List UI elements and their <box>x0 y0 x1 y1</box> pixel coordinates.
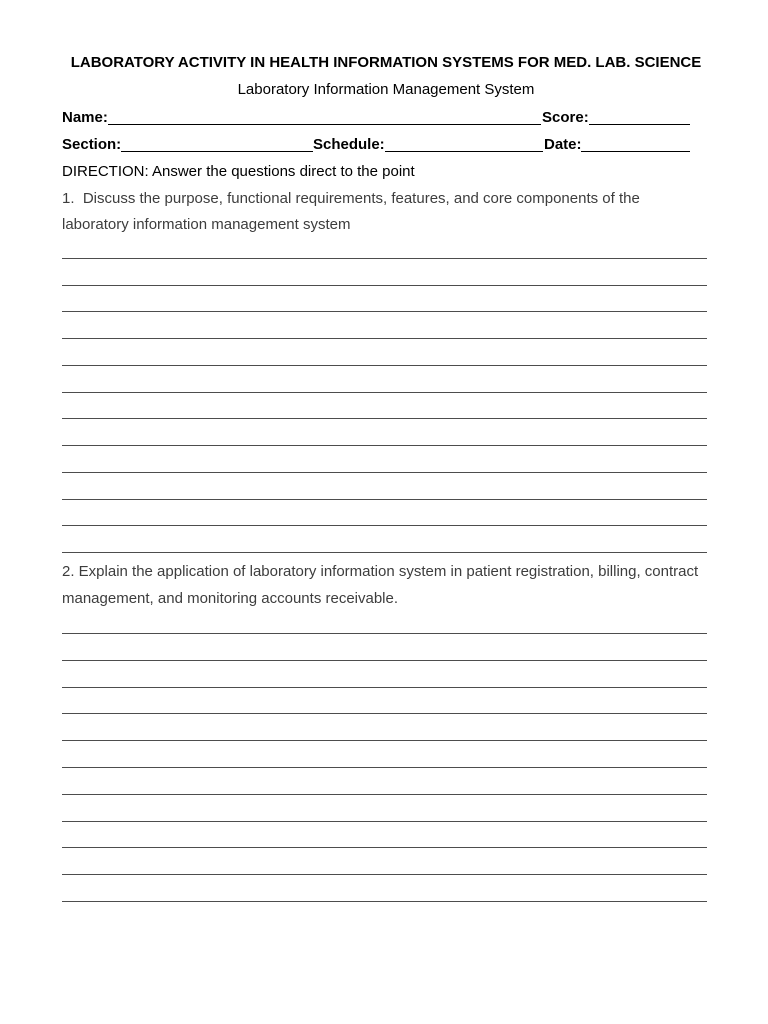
direction-text: DIRECTION: Answer the questions direct to the point <box>62 163 415 180</box>
question-text-line: management, and monitoring accounts receivable. <box>62 590 399 607</box>
document-subtitle: Laboratory Information Management System <box>237 81 535 98</box>
section-blank-line <box>121 151 313 152</box>
answer-line <box>62 687 707 688</box>
schedule-label: Schedule: <box>313 136 385 153</box>
answer-line <box>62 767 707 768</box>
answer-line <box>62 472 707 473</box>
answer-line <box>62 365 707 366</box>
answer-line <box>62 660 707 661</box>
answer-line <box>62 740 707 741</box>
answer-line <box>62 633 707 634</box>
answer-line <box>62 445 707 446</box>
answer-line <box>62 874 707 875</box>
question-text-line: laboratory information management system <box>62 216 351 233</box>
answer-line <box>62 525 707 526</box>
answer-line <box>62 392 707 393</box>
section-label: Section: <box>62 136 122 153</box>
date-blank-line <box>581 151 690 152</box>
answer-line <box>62 794 707 795</box>
answer-line <box>62 418 707 419</box>
answer-line <box>62 713 707 714</box>
schedule-blank-line <box>385 151 543 152</box>
score-blank-line <box>589 124 690 125</box>
answer-line <box>62 338 707 339</box>
document-title: LABORATORY ACTIVITY IN HEALTH INFORMATION SYSTEMS FOR MED. LAB. SCIENCE <box>70 54 702 71</box>
date-label: Date: <box>544 136 582 153</box>
name-blank-line <box>108 124 541 125</box>
name-label: Name: <box>62 109 108 126</box>
answer-line <box>62 499 707 500</box>
question-text-line: 2. Explain the application of laboratory information system in patient registration, billing, contract <box>62 563 699 580</box>
answer-line <box>62 821 707 822</box>
answer-line <box>62 847 707 848</box>
answer-line <box>62 258 707 259</box>
answer-line <box>62 311 707 312</box>
answer-line <box>62 901 707 902</box>
question-text-line: 1. Discuss the purpose, functional requirements, features, and core components of the <box>62 190 640 207</box>
score-label: Score: <box>542 109 589 126</box>
answer-line <box>62 552 707 553</box>
answer-line <box>62 285 707 286</box>
